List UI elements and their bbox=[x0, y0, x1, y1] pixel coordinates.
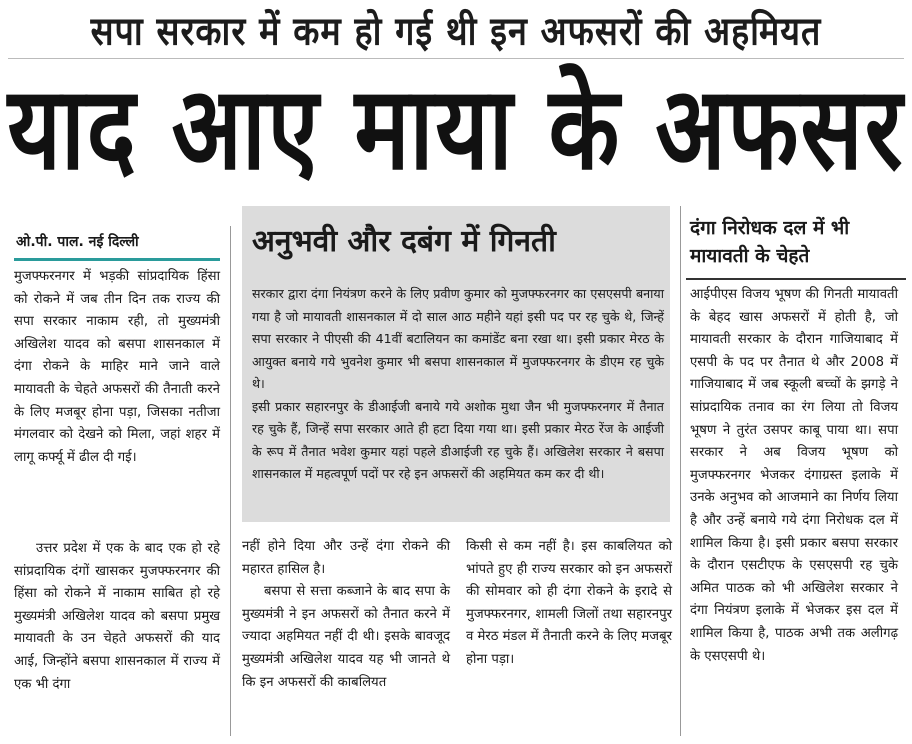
paragraph: इसी प्रकार सहारनपुर के डीआईजी बनाये गये अशोक मुथा जैन भी मुजफ्फरनगर में तैनात रह चुके हैं, जिन्हें सपा सरकार आते ही हटा दिया गया था। इसी प्रकार मेरठ रेंज के आईजी के रूप में तैनात भवेश कुमार यहां पहले डीआईजी रह चुके हैं। अखिलेश सरकार ने बसपा शासनकाल में महत्वपूर्ण पदों पर रहे इन अफसरों की अहमियत कम कर दी थी। bbox=[252, 398, 664, 481]
byline: ओ.पी. पाल. नई दिल्ली bbox=[16, 234, 139, 250]
byline-rule bbox=[14, 258, 220, 261]
paragraph: सरकार द्वारा दंगा नियंत्रण करने के लिए प्रवीण कुमार को मुजफ्फरनगर का एसएसपी बनाया गया है जो मायावती शासनकाल में दो साल आठ महीने यहां इसी पद पर रह चुके थे, जिन्हें सपा सरकार ने पीएसी की 41वीं बटालियन का कमांडेंट बना रखा था। इसी प्रकार मेरठ के आयुक्त बनाये गये भुवनेश कुमार भी बसपा शासनकाल में मुजफ्फरनगर के डीएम रह चुके थे। bbox=[252, 286, 664, 391]
column-divider bbox=[680, 206, 681, 736]
kicker-headline: सपा सरकार में कम हो गई थी इन अफसरों की अहमियत bbox=[90, 9, 822, 55]
right-story-title: दंगा निरोधक दल में भी मायावती के चेहते bbox=[690, 217, 850, 267]
left-column-continued bbox=[14, 538, 220, 696]
box-body bbox=[252, 283, 664, 486]
column-divider bbox=[230, 226, 231, 736]
paragraph: उत्तर प्रदेश में एक के बाद एक हो रहे सांप्रदायिक दंगों खासकर मुजफ्फरनगर की हिंसा को रोकने में नाकाम साबित हो रहे मुख्यमंत्री अखिलेश यादव को बसपा प्रमुख मायावती के उन चेहते अफसरों की याद आई, जिन्होंने बसपा शासनकाल में राज्य में एक भी दंगा bbox=[14, 541, 220, 692]
left-column bbox=[14, 266, 220, 469]
title-rule bbox=[686, 278, 906, 280]
box-title: अनुभवी और दबंग में गिनती bbox=[252, 224, 556, 259]
paragraph: बसपा से सत्ता कब्जाने के बाद सपा के मुख्यमंत्री ने इन अफसरों को तैनात करने में ज्यादा अहमियत नहीं दी थी। इसके बावजूद मुख्यमंत्री अखिलेश यादव यह भी जानते थे कि इन अफसरों की काबलियत bbox=[242, 584, 450, 690]
middle-column bbox=[242, 536, 450, 694]
third-column bbox=[466, 536, 672, 672]
main-headline: याद आए माया के अफसर bbox=[7, 61, 905, 196]
paragraph: किसी से कम नहीं है। इस काबलियत को भांपते हुए ही राज्य सरकार को इन अफसरों की सोमवार को ही दंगा रोकने के इरादे से मुजफ्फरनगर, शामली जिलों तथा सहारनपुर व मेरठ मंडल में तैनाती करने के लिए मजबूर होना पड़ा। bbox=[466, 539, 672, 667]
paragraph: मुजफ्फरनगर में भड़की सांप्रदायिक हिंसा को रोकने में जब तीन दिन तक राज्य की सपा सरकार नाकाम रही, तो मुख्यमंत्री अखिलेश यादव को बसपा शासनकाल में दंगा रोकने के माहिर माने जाने वाले मायावती के चेहते अफसरों की तैनाती करने के लिए मजबूर होना पड़ा, जिसका नतीजा मंगलवार को देखने को मिला, जहां शहर में लागू कर्फ्यू में ढील दी गई। bbox=[14, 269, 220, 465]
paragraph: नहीं होने दिया और उन्हें दंगा रोकने की महारत हासिल है। bbox=[242, 539, 450, 577]
right-story-body bbox=[690, 284, 898, 668]
paragraph: आईपीएस विजय भूषण की गिनती मायावती के बेहद खास अफसरों में होती है, जो मायावती सरकार के दौरान गाजियाबाद में एसपी के पद पर तैनात थे और 2008 में गाजियाबाद में जब स्कूली बच्चों के झगड़े ने सांप्रदायिक तनाव का रंग लिया तो विजय भूषण ने तुरंत उसपर काबू पाया था। सपा सरकार ने अब विजय भूषण को मुजफ्फरनगर भेजकर दंगाग्रस्त इलाके में उनके अनुभव को आजमाने का निर्णय लिया है और उन्हें बनाये गये दंगा निरोधक दल में शामिल किया है। इसी प्रकार बसपा सरकार के दौरान एसटीएफ के एसएसपी रह चुके अमित पाठक को भी अखिलेश सरकार ने दंगा नियंत्रण इलाके में भेजकर इस दल में शामिल किया है, पाठक अभी तक अलीगढ़ के एसएसपी थे। bbox=[690, 287, 898, 664]
